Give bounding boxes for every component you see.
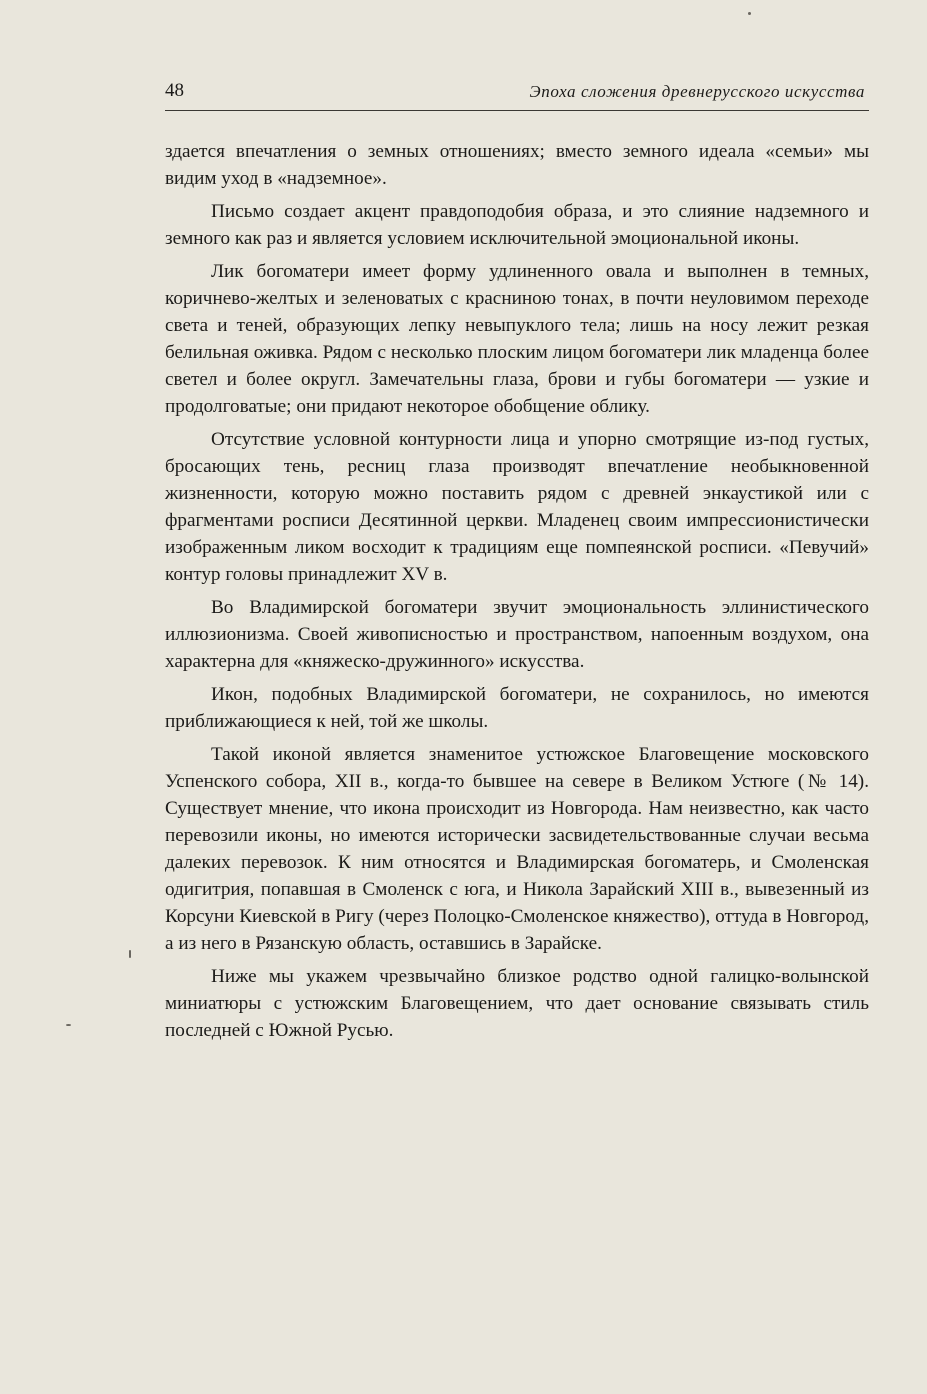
header-rule	[165, 110, 869, 111]
paragraph: Такой иконой является знаменитое устюжское Благовещение московского Успенского собора, XII в., когда-то бывшее на севере в Великом Устюге (№ 14). Существует мнение, что икона происходит из Новгорода. Нам неизвестно, как часто перевозили иконы, но имеются исторически засвидетельствованные случаи весьма далеких перевозок. К ним относятся и Владимирская богоматерь, и Смоленская одигитрия, попавшая в Смоленск с юга, и Никола Зарайский XIII в., вывезенный из Корсуни Киевской в Ригу (через Полоцко-Смоленское княжество), оттуда в Новгород, а из него в Рязанскую область, оставшись в Зарайске.	[165, 744, 869, 954]
paragraph: Лик богоматери имеет форму удлиненного овала и выполнен в темных, коричнево-желтых и зеленоватых с красниною тонах, в почти неуловимом переходе света и теней, образующих лепку невыпуклого тела; лишь на носу лежит резкая белильная оживка. Рядом с несколько плоским лицом богоматери лик младенца более светел и более округл. Замечательны глаза, брови и губы богоматери — узкие и продолговатые; они придают некоторое обобщение облику.	[165, 261, 869, 417]
page-number: 48	[165, 80, 184, 101]
print-speck	[66, 1024, 71, 1026]
paragraph: Ниже мы укажем чрезвычайно близкое родство одной галицко-волынской миниатюры с устюжским Благовещением, что дает основание связывать стиль последней с Южной Русью.	[165, 966, 869, 1041]
paragraph: Отсутствие условной контурности лица и упорно смотрящие из-под густых, бросающих тень, ресниц глаза производят впечатление необыкновенной жизненности, которую можно поставить рядом с древней энкаустикой или с фрагментами росписи Десятинной церкви. Младенец своим импрессионистически изображенным ликом восходит к традициям еще помпеянской росписи. «Певучий» контур головы принадлежит XV в.	[165, 429, 869, 585]
paragraph-continuation: здается впечатления о земных отношениях; вместо земного идеала «семьи» мы видим уход в «надземное».	[165, 141, 869, 189]
print-speck	[129, 950, 131, 958]
paragraph: Письмо создает акцент правдоподобия образа, и это слияние надземного и земного как раз и является условием исключительной эмоциональной иконы.	[165, 201, 869, 249]
paragraph: Икон, подобных Владимирской богоматери, не сохранилось, но имеются приближающиеся к ней, той же школы.	[165, 684, 869, 732]
body-text	[165, 138, 869, 1050]
page-header	[165, 76, 869, 110]
paragraph: Во Владимирской богоматери звучит эмоциональность эллинистического иллюзионизма. Своей живописностью и пространством, напоенным воздухом, она характерна для «княжеско-дружинного» искусства.	[165, 597, 869, 672]
print-speck	[748, 12, 751, 15]
running-title: Эпоха сложения древнерусского искусства	[529, 82, 865, 101]
